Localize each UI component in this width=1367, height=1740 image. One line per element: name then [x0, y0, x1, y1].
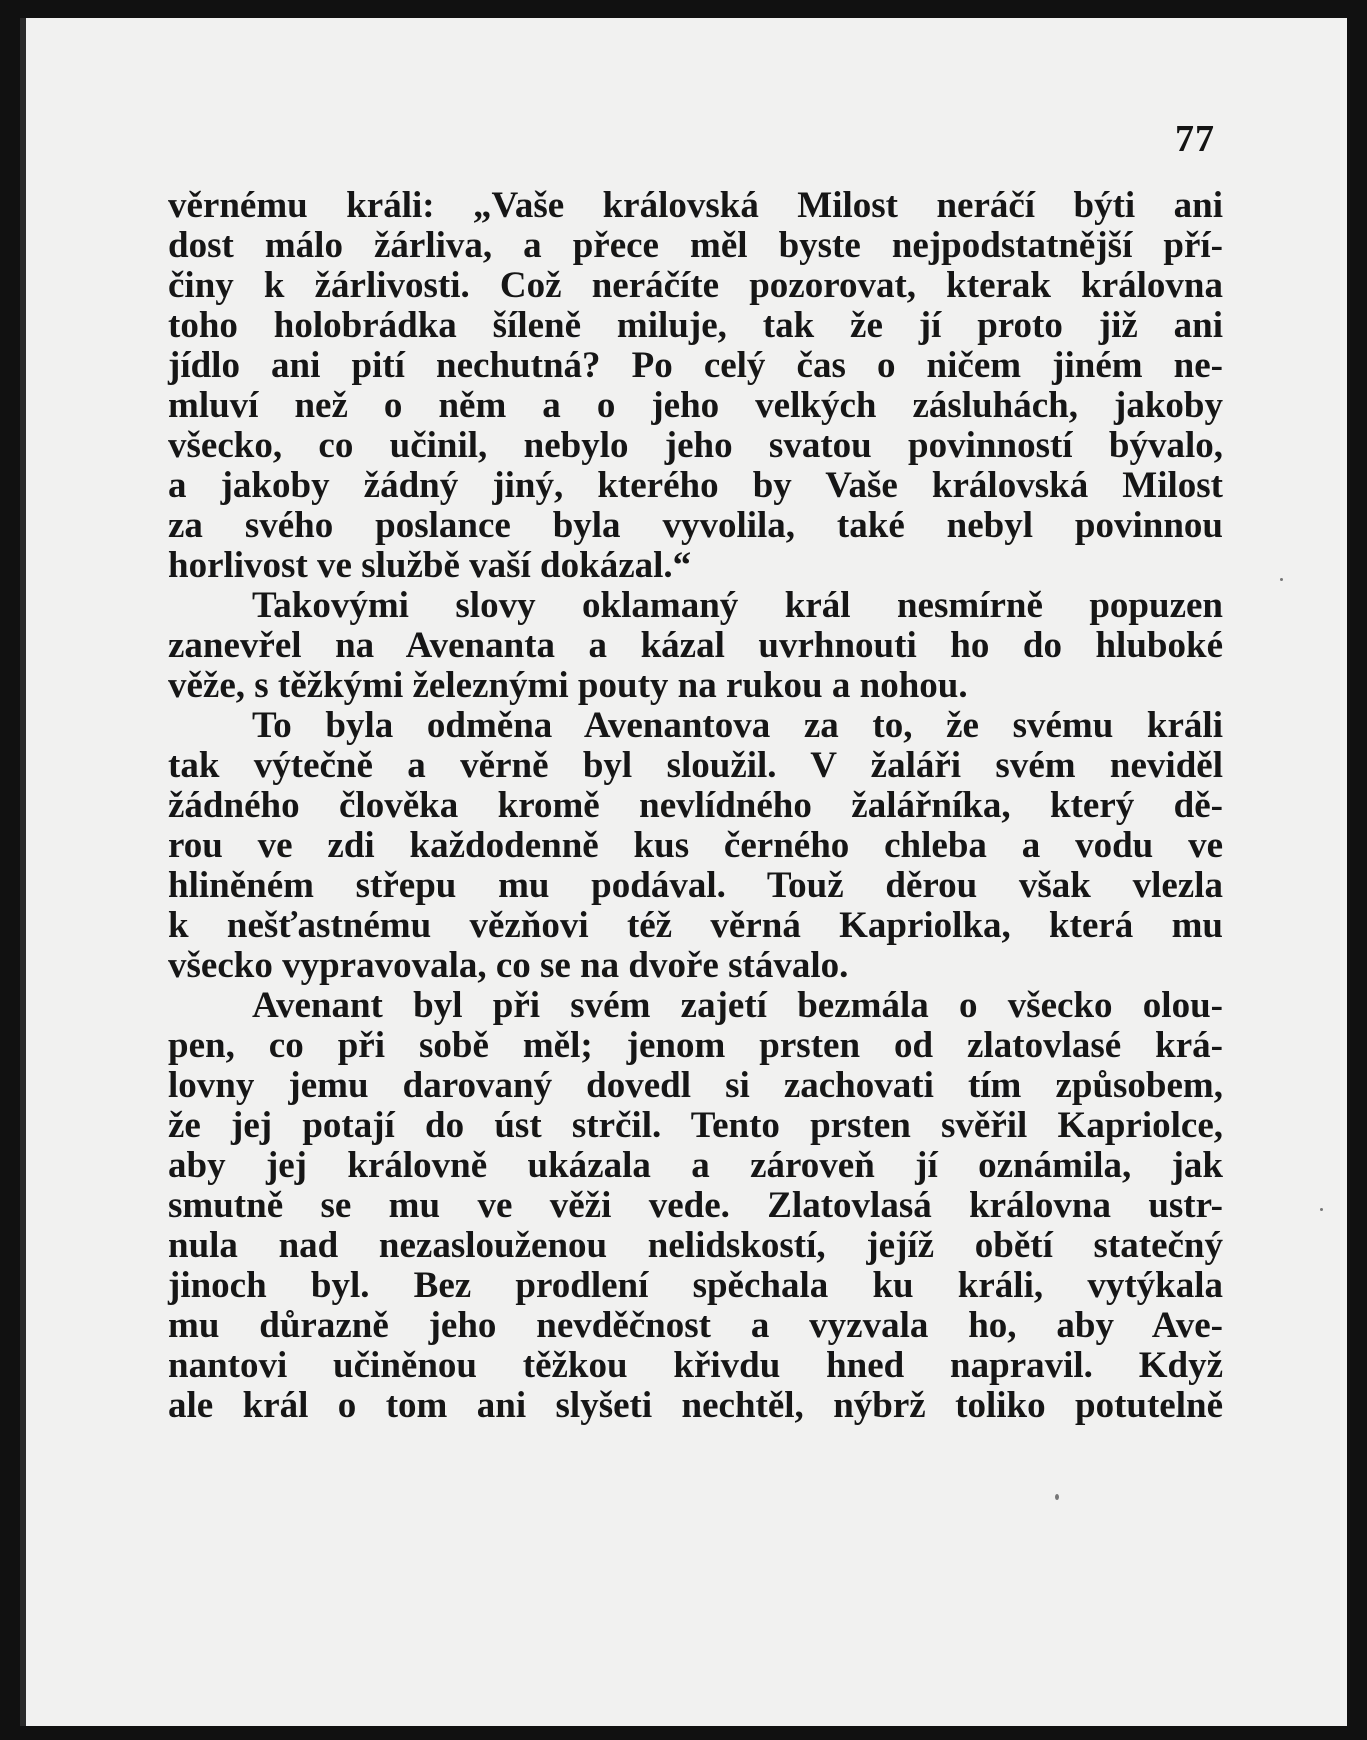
text-line: a jakoby žádný jiný, kterého by Vaše královská Milost [168, 465, 1223, 506]
text-line: smutně se mu ve věži vede. Zlatovlasá královna ustr- [168, 1185, 1223, 1226]
text-line: za svého poslance byla vyvolila, také nebyl povinnou [168, 505, 1223, 546]
text-line: jinoch byl. Bez prodlení spěchala ku králi, vytýkala [168, 1265, 1223, 1306]
text-line: lovny jemu darovaný dovedl si zachovati tím způsobem, [168, 1065, 1223, 1106]
text-line: pen, co při sobě měl; jenom prsten od zlatovlasé krá- [168, 1025, 1223, 1066]
text-line: nantovi učiněnou těžkou křivdu hned napravil. Když [168, 1345, 1223, 1386]
page-left-edge [20, 18, 26, 1726]
text-line: nula nad nezaslouženou nelidskostí, jejíž obětí statečný [168, 1225, 1223, 1266]
text-line: tak výtečně a věrně byl sloužil. V žaláři svém neviděl [168, 745, 1223, 786]
text-line: mu důrazně jeho nevděčnost a vyzvala ho, aby Ave- [168, 1305, 1223, 1346]
text-line: jídlo ani pití nechutná? Po celý čas o ničem jiném ne- [168, 345, 1223, 386]
body-text [168, 186, 1223, 1426]
book-page [20, 18, 1347, 1726]
text-line: žádného člověka kromě nevlídného žalářníka, který dě- [168, 785, 1223, 826]
page-number: 77 [1175, 118, 1215, 160]
text-line: aby jej královně ukázala a zároveň jí oznámila, jak [168, 1145, 1223, 1186]
text-line: všecko, co učinil, nebylo jeho svatou povinností bývalo, [168, 425, 1223, 466]
text-line: dost málo žárliva, a přece měl byste nejpodstatnější pří- [168, 225, 1223, 266]
text-line: To byla odměna Avenantova za to, že svému králi [252, 705, 1223, 746]
text-line: věže, s těžkými železnými pouty na rukou a nohou. [168, 665, 968, 706]
text-line: Takovými slovy oklamaný král nesmírně popuzen [252, 585, 1223, 626]
text-line: věrnému králi: „Vaše královská Milost neráčí býti ani [168, 185, 1223, 226]
print-speck [1320, 1208, 1323, 1211]
text-line: mluví než o něm a o jeho velkých zásluhách, jakoby [168, 385, 1223, 426]
text-line: Avenant byl při svém zajetí bezmála o všecko olou- [252, 985, 1223, 1026]
text-line: rou ve zdi každodenně kus černého chleba a vodu ve [168, 825, 1223, 866]
text-line: hliněném střepu mu podával. Touž děrou však vlezla [168, 865, 1223, 906]
print-speck [1055, 1494, 1059, 1500]
text-line: že jej potají do úst strčil. Tento prsten svěřil Kapriolce, [168, 1105, 1223, 1146]
text-line: horlivost ve službě vaší dokázal.“ [168, 545, 692, 586]
text-line: ale král o tom ani slyšeti nechtěl, nýbrž toliko potutelně [168, 1385, 1223, 1426]
text-line: toho holobrádka šíleně miluje, tak že jí proto již ani [168, 305, 1223, 346]
text-line: zanevřel na Avenanta a kázal uvrhnouti ho do hluboké [168, 625, 1223, 666]
text-line: všecko vypravovala, co se na dvoře stávalo. [168, 945, 849, 986]
text-line: k nešťastnému vězňovi též věrná Kapriolka, která mu [168, 905, 1223, 946]
text-line: činy k žárlivosti. Což neráčíte pozorovat, kterak královna [168, 265, 1223, 306]
print-speck [1280, 578, 1283, 581]
